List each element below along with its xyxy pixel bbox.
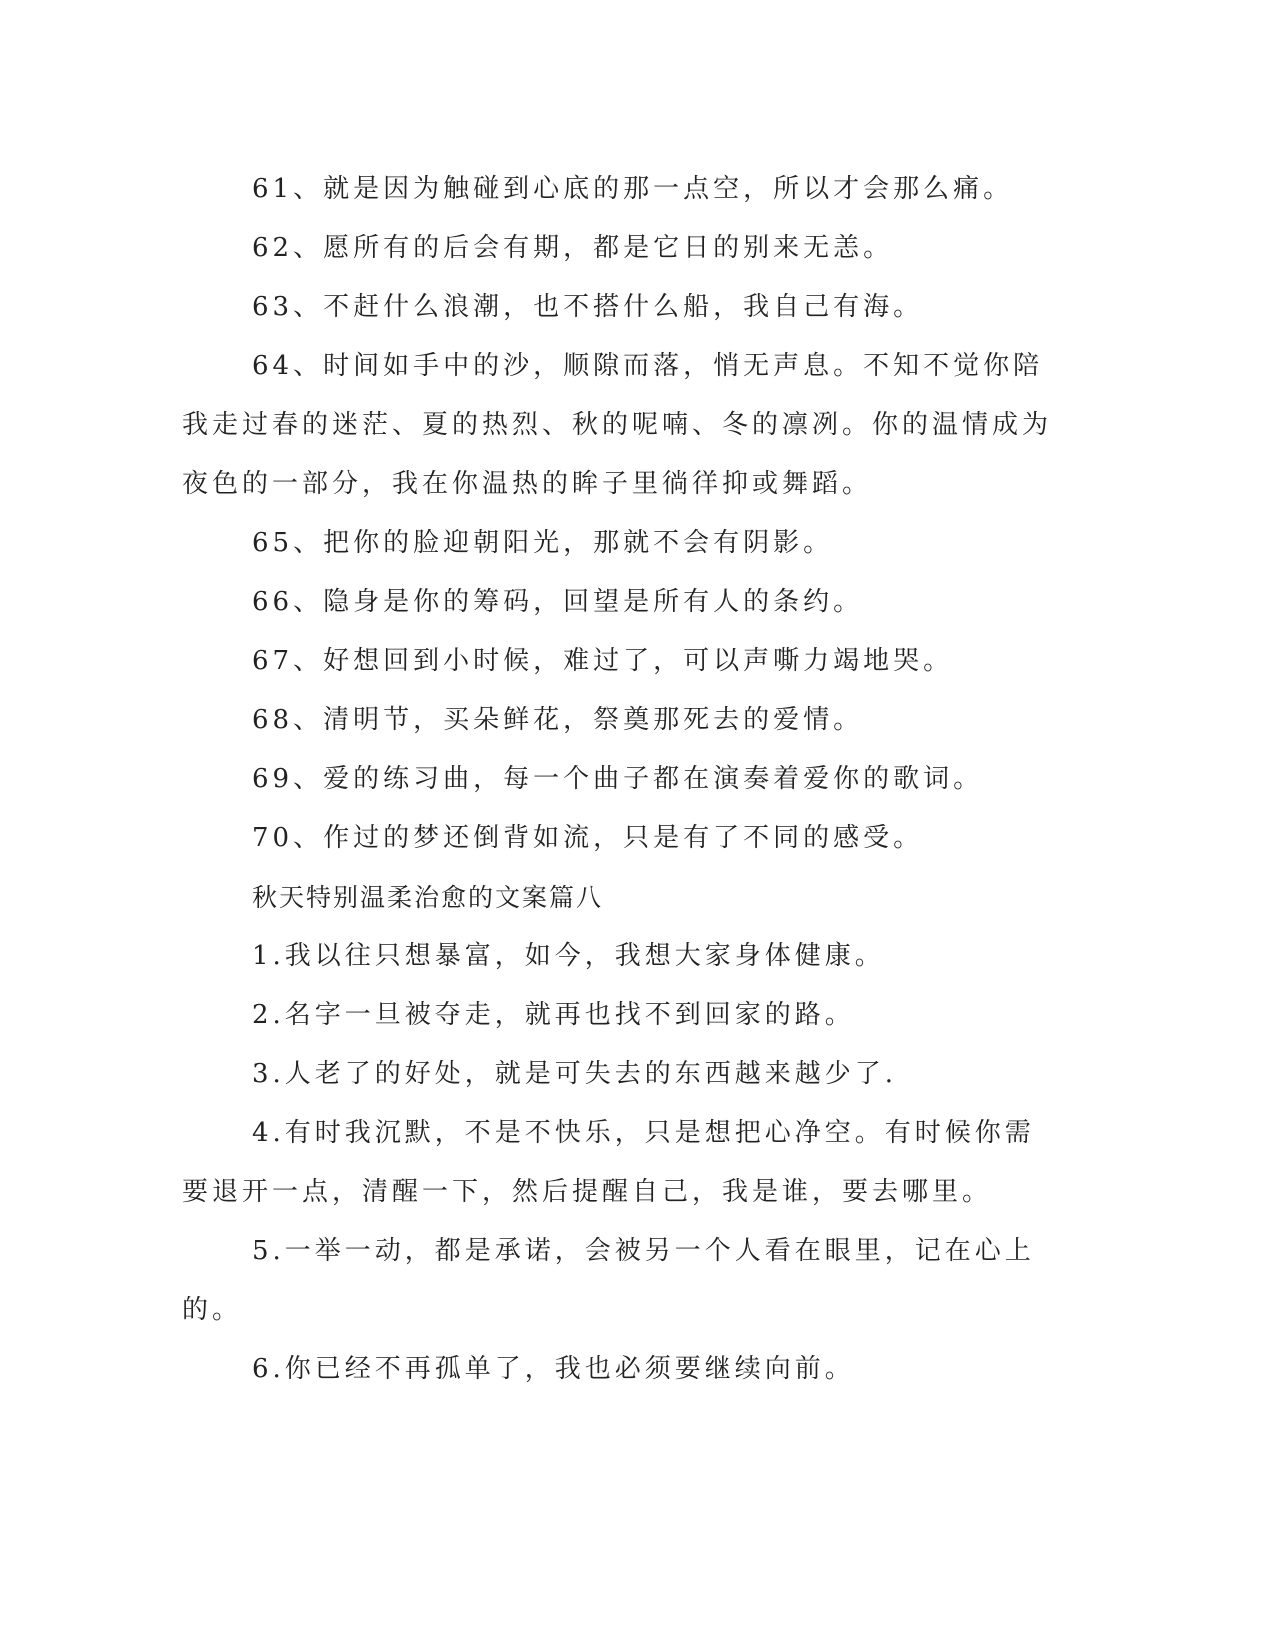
section-heading: 秋天特别温柔治愈的文案篇八 <box>252 883 604 912</box>
paragraph-61: 61、就是因为触碰到心底的那一点空，所以才会那么痛。 <box>252 174 1014 204</box>
section-paragraph-5: 5.一举一动，都是承诺，会被另一个人看在眼里，记在心上的。 <box>182 1236 1035 1325</box>
paragraph-67: 67、好想回到小时候，难过了，可以声嘶力竭地哭。 <box>252 646 954 676</box>
paragraph-65: 65、把你的脸迎朝阳光，那就不会有阴影。 <box>252 528 834 558</box>
paragraph-69: 69、爱的练习曲，每一个曲子都在演奏着爱你的歌词。 <box>252 764 984 794</box>
document-body <box>182 160 1062 1399</box>
paragraph-64: 64、时间如手中的沙，顺隙而落，悄无声息。不知不觉你陪我走过春的迷茫、夏的热烈、秋的呢喃、冬的凛冽。你的温情成为夜色的一部分，我在你温热的眸子里徜徉抑或舞蹈。 <box>182 351 1053 499</box>
paragraph-62: 62、愿所有的后会有期，都是它日的别来无恙。 <box>252 233 894 263</box>
paragraph-66: 66、隐身是你的筹码，回望是所有人的条约。 <box>252 587 864 617</box>
section-paragraph-6: 6.你已经不再孤单了，我也必须要继续向前。 <box>252 1354 855 1384</box>
section-paragraph-4: 4.有时我沉默，不是不快乐，只是想把心净空。有时候你需要退开一点，清醒一下，然后提醒自己，我是谁，要去哪里。 <box>182 1118 1035 1207</box>
section-paragraph-1: 1.我以往只想暴富，如今，我想大家身体健康。 <box>252 941 885 971</box>
section-paragraph-3: 3.人老了的好处，就是可失去的东西越来越少了. <box>252 1059 898 1089</box>
paragraph-68: 68、清明节，买朵鲜花，祭奠那死去的爱情。 <box>252 705 864 735</box>
section-paragraph-2: 2.名字一旦被夺走，就再也找不到回家的路。 <box>252 1000 855 1030</box>
paragraph-70: 70、作过的梦还倒背如流，只是有了不同的感受。 <box>252 823 924 853</box>
paragraph-63: 63、不赶什么浪潮，也不搭什么船，我自己有海。 <box>252 292 924 322</box>
